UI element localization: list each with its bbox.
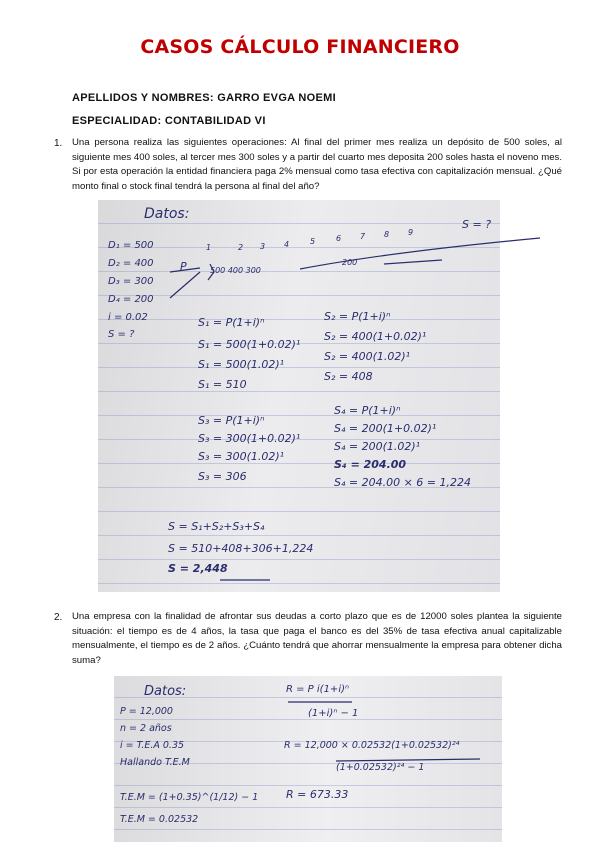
q1-month-7: 7 xyxy=(360,232,366,241)
q2-r-result: R = 673.33 xyxy=(286,788,349,801)
q1-s4-value: S₄ = 204.00 xyxy=(334,458,407,471)
q1-s2-formula: S₂ = P(1+i)ⁿ xyxy=(324,310,391,323)
q2-tem-formula: T.E.M = (1+0.35)^(1/12) − 1 xyxy=(120,792,259,803)
q1-d3: D₃ = 300 xyxy=(108,276,154,287)
q1-timeline-p: P xyxy=(180,260,187,273)
q1-timeline-deposits: 500 400 300 xyxy=(210,266,261,275)
q1-s: S = ? xyxy=(108,329,135,340)
question-1-text: Una persona realiza las siguientes operaciones: Al final del primer mes realiza un depósito de 500 soles, al siguiente mes 400 soles, al tercer mes 300 soles y a partir del cuarto mes deposita 200 soles hasta el noveno mes. Si por esta operación la entidad financiera paga 2% mensual como tasa efectiva con capitalización mensual. ¿Qué monto final o stock final tendrá la persona al final del año? xyxy=(72,137,562,192)
student-label: APELLIDOS Y NOMBRES: xyxy=(72,92,214,104)
q1-timeline-line xyxy=(300,238,540,269)
q2-r-sub-bottom: (1+0.02532)²⁴ − 1 xyxy=(336,762,425,773)
q1-s1-formula: S₁ = P(1+i)ⁿ xyxy=(198,316,265,329)
q2-r-sub-fraction-bar xyxy=(336,759,480,761)
specialty-label: ESPECIALIDAD: xyxy=(72,115,162,127)
q1-timeline-200: 200 xyxy=(342,258,358,267)
q1-d4: D₄ = 200 xyxy=(108,294,154,305)
specialty-value: CONTABILIDAD VI xyxy=(164,115,266,127)
q1-datos: Datos: xyxy=(144,206,190,222)
q2-r-sub-top: R = 12,000 × 0.02532(1+0.02532)²⁴ xyxy=(284,740,460,751)
q1-s3-sub: S₃ = 300(1+0.02)¹ xyxy=(198,432,301,445)
q1-i: i = 0.02 xyxy=(108,312,148,323)
q1-month-9: 9 xyxy=(408,228,414,237)
q2-r-formula-top: R = P i(1+i)ⁿ xyxy=(286,684,349,695)
document-title: CASOS CÁLCULO FINANCIERO xyxy=(140,36,460,58)
q1-s4-sub: S₄ = 200(1+0.02)¹ xyxy=(334,422,437,435)
question-1-number: 1. xyxy=(54,138,63,149)
q1-month-1: 1 xyxy=(206,243,212,252)
q1-d2: D₂ = 400 xyxy=(108,258,154,269)
q1-s3-formula: S₃ = P(1+i)ⁿ xyxy=(198,414,265,427)
q2-i: i = T.E.A 0.35 xyxy=(120,740,185,751)
q1-s2-result: S₂ = 408 xyxy=(324,370,373,383)
q1-s3-result: S₃ = 306 xyxy=(198,470,247,483)
q1-s4-formula: S₄ = P(1+i)ⁿ xyxy=(334,404,401,417)
q2-r-formula-bottom: (1+i)ⁿ − 1 xyxy=(308,708,359,719)
q1-s1-sub: S₁ = 500(1+0.02)¹ xyxy=(198,338,301,351)
q1-timeline-s: S = ? xyxy=(462,218,492,231)
q1-sum-result: S = 2,448 xyxy=(168,562,228,575)
q1-month-2: 2 xyxy=(238,243,244,252)
q1-month-5: 5 xyxy=(310,237,316,246)
q1-d1: D₁ = 500 xyxy=(108,240,154,251)
q1-month-6: 6 xyxy=(336,234,342,243)
student-value: GARRO EVGA NOEMI xyxy=(217,92,336,104)
q2-p: P = 12,000 xyxy=(120,706,173,717)
q1-s3-simplified: S₃ = 300(1.02)¹ xyxy=(198,450,285,463)
q1-month-4: 4 xyxy=(284,240,290,249)
q1-200-underline xyxy=(384,260,442,264)
q1-bracket xyxy=(170,268,200,298)
q1-sum-formula: S = S₁+S₂+S₃+S₄ xyxy=(168,520,265,533)
q1-sum-sub: S = 510+408+306+1,224 xyxy=(168,542,314,555)
q1-s2-sub: S₂ = 400(1+0.02)¹ xyxy=(324,330,427,343)
q1-s2-simplified: S₂ = 400(1.02)¹ xyxy=(324,350,411,363)
q1-month-3: 3 xyxy=(260,242,266,251)
question-2-text: Una empresa con la finalidad de afrontar sus deudas a corto plazo que es de 12000 soles plantea la siguiente situación: el tiempo es de 4 años, la tasa que paga el banco es del 35% de tasa efectiva anual capitalizable mensualmente, el tiempo es de 2 años. ¿Cuánto tendrá que ahorrar mensualmente la empresa para obtener dicha suma? xyxy=(72,611,562,666)
q1-s4-result: S₄ = 204.00 × 6 = 1,224 xyxy=(334,476,472,489)
q1-s4-simplified: S₄ = 200(1.02)¹ xyxy=(334,440,421,453)
q2-tem-result: T.E.M = 0.02532 xyxy=(120,814,199,825)
q1-s1-simplified: S₁ = 500(1.02)¹ xyxy=(198,358,285,371)
q1-s1-result: S₁ = 510 xyxy=(198,378,247,391)
q2-n: n = 2 años xyxy=(120,723,172,734)
q1-timeline-arrow xyxy=(208,264,214,280)
q2-datos: Datos: xyxy=(144,684,187,699)
q2-hallando: Hallando T.E.M xyxy=(120,757,190,768)
question-2-number: 2. xyxy=(54,612,63,623)
q1-month-8: 8 xyxy=(384,230,390,239)
